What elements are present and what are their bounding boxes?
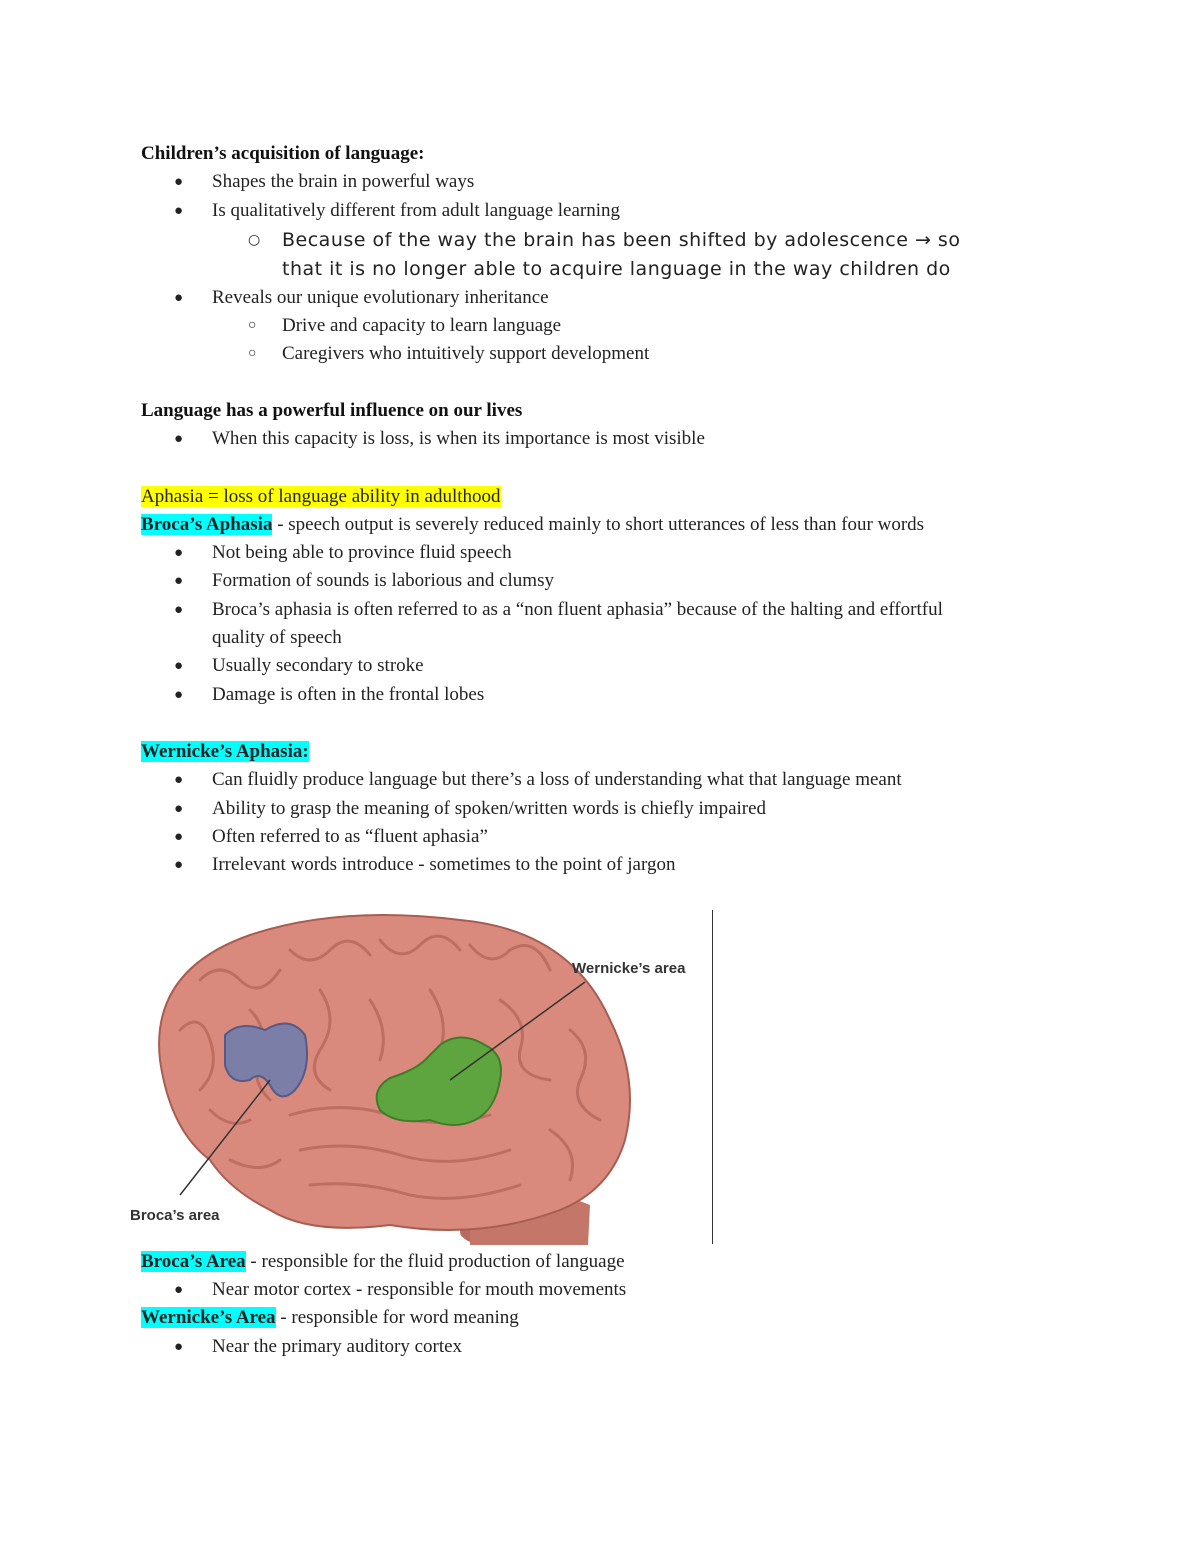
- section-heading-influence: Language has a powerful influence on our lives: [141, 400, 523, 421]
- list-item: ● Ability to grasp the meaning of spoken/written words is chiefly impaired: [212, 795, 766, 823]
- bullet-icon: ●: [174, 602, 184, 618]
- wernicke-aphasia-heading: Wernicke’s Aphasia:: [141, 741, 309, 762]
- bullet-icon: ●: [174, 772, 184, 788]
- list-item: ● Formation of sounds is laborious and clumsy: [212, 567, 554, 595]
- list-item: ● Not being able to province fluid speech: [212, 539, 512, 567]
- list-item: ○ Drive and capacity to learn language: [282, 312, 561, 340]
- wernicke-area-label: Wernicke’s area: [572, 960, 686, 977]
- list-item: ● Broca’s aphasia is often referred to as a “non fluent aphasia” because of the halting and effortful: [212, 596, 943, 624]
- broca-aphasia-definition: Broca’s Aphasia - speech output is severely reduced mainly to short utterances of less than four words: [141, 514, 925, 535]
- bullet-icon: ●: [174, 174, 184, 190]
- bullet-icon: ●: [174, 573, 184, 589]
- bullet-icon: ●: [174, 290, 184, 306]
- figure-border-line: [712, 910, 713, 1244]
- hollow-bullet-icon: ○: [248, 346, 257, 361]
- brain-figure: [130, 910, 716, 1245]
- list-item: ● When this capacity is loss, is when its importance is most visible: [212, 425, 705, 453]
- list-item: ○ Caregivers who intuitively support development: [282, 340, 649, 368]
- section-heading-children: Children’s acquisition of language:: [141, 143, 425, 164]
- wernicke-area-term: Wernicke’s Area: [141, 1307, 276, 1328]
- bullet-icon: ●: [174, 431, 184, 447]
- hollow-bullet-icon: ○: [248, 318, 257, 333]
- aphasia-definition: Aphasia = loss of language ability in adulthood: [141, 486, 501, 507]
- list-item: ○ Because of the way the brain has been shifted by adolescence → so: [282, 226, 960, 254]
- list-item: ● Shapes the brain in powerful ways: [212, 168, 474, 196]
- broca-area-term: Broca’s Area: [141, 1251, 246, 1272]
- bullet-icon: ●: [174, 687, 184, 703]
- bullet-icon: ●: [174, 203, 184, 219]
- list-item-continuation: that it is no longer able to acquire language in the way children do: [282, 258, 951, 280]
- list-item: ● Often referred to as “fluent aphasia”: [212, 823, 488, 851]
- bullet-icon: ●: [174, 658, 184, 674]
- list-item: ● Near motor cortex - responsible for mouth movements: [212, 1276, 626, 1304]
- broca-area-definition: Broca’s Area - responsible for the fluid production of language: [141, 1251, 625, 1272]
- bullet-icon: ●: [174, 545, 184, 561]
- hollow-bullet-icon: ○: [248, 232, 261, 248]
- bullet-icon: ●: [174, 857, 184, 873]
- list-item-continuation: quality of speech: [212, 627, 342, 648]
- bullet-icon: ●: [174, 1282, 184, 1298]
- bullet-icon: ●: [174, 1339, 184, 1355]
- list-item: ● Can fluidly produce language but there’s a loss of understanding what that language meant: [212, 766, 902, 794]
- bullet-icon: ●: [174, 829, 184, 845]
- list-item: ● Near the primary auditory cortex: [212, 1333, 462, 1361]
- wernicke-area-definition: Wernicke’s Area - responsible for word meaning: [141, 1307, 519, 1328]
- list-item: ● Damage is often in the frontal lobes: [212, 681, 484, 709]
- broca-area-label: Broca’s area: [130, 1207, 220, 1224]
- bullet-icon: ●: [174, 801, 184, 817]
- broca-aphasia-term: Broca’s Aphasia: [141, 514, 273, 535]
- list-item: ● Reveals our unique evolutionary inheritance: [212, 284, 549, 312]
- list-item: ● Irrelevant words introduce - sometimes to the point of jargon: [212, 851, 675, 879]
- list-item: ● Is qualitatively different from adult language learning: [212, 197, 620, 225]
- list-item: ● Usually secondary to stroke: [212, 652, 424, 680]
